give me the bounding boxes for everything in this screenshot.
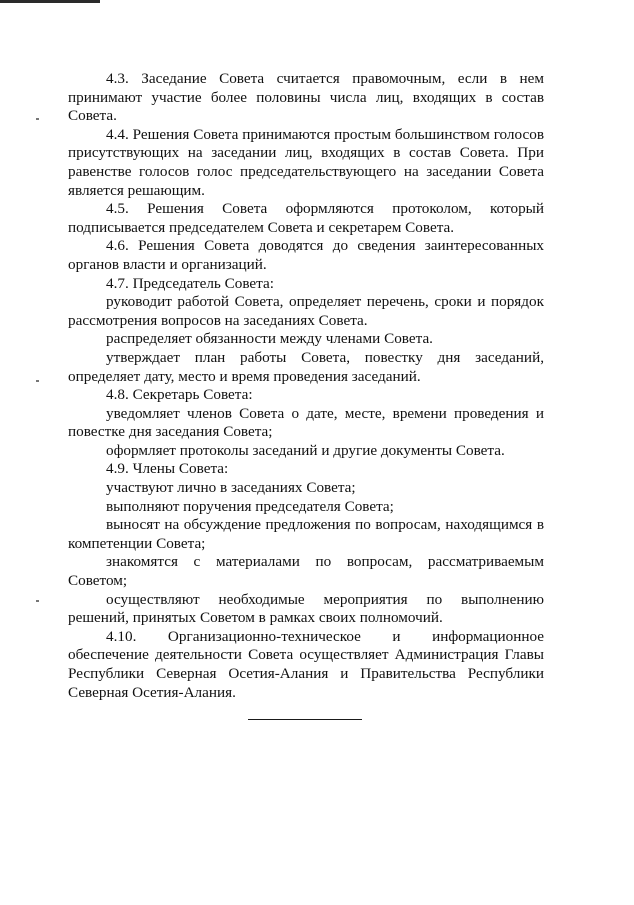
section-4-6: 4.6. Решения Совета доводятся до сведения заинтересованных органов власти и организаций. <box>68 237 544 273</box>
margin-speck <box>36 600 39 602</box>
section-4-9-item: выполняют поручения председателя Совета; <box>106 497 394 515</box>
document-body <box>68 70 544 702</box>
section-4-10: 4.10. Организационно-техническое и информационное обеспечение деятельности Совета осуществляет Администрация Главы Республики Северная Осетия-Алания и Правительства Республики Северная Осетия-Алания. <box>68 627 544 701</box>
margin-speck <box>36 380 39 382</box>
section-4-7-item: утверждает план работы Совета, повестку дня заседаний, определяет дату, место и время проведения заседаний. <box>68 348 544 385</box>
section-4-9-item: знакомятся с материалами по вопросам, рассматриваемым Советом; <box>68 553 544 590</box>
end-of-document-rule <box>248 719 362 720</box>
section-4-8-heading: 4.8. Секретарь Совета: <box>106 386 253 404</box>
margin-speck <box>36 118 39 120</box>
scan-edge-mark <box>0 0 100 3</box>
section-4-7-heading: 4.7. Председатель Совета: <box>106 274 274 292</box>
section-4-9-heading: 4.9. Члены Совета: <box>106 460 229 478</box>
section-4-5: 4.5. Решения Совета оформляются протоколом, который подписывается председателем Совета и секретарем Совета. <box>68 200 544 236</box>
section-4-7-item: распределяет обязанности между членами Совета. <box>106 330 433 348</box>
section-4-7-item: руководит работой Совета, определяет перечень, сроки и порядок рассмотрения вопросов на заседаниях Совета. <box>68 293 544 329</box>
section-4-9-item: выносят на обсуждение предложения по вопросам, находящимся в компетенции Совета; <box>68 516 544 552</box>
section-4-8-item: оформляет протоколы заседаний и другие документы Совета. <box>106 441 505 459</box>
section-4-4: 4.4. Решения Совета принимаются простым большинством голосов присутствующих на заседании лиц, входящих в состав Совета. При равенстве голосов голос председательствующего на заседании Совета является решающим. <box>68 125 544 199</box>
section-4-3: 4.3. Заседание Совета считается правомочным, если в нем принимают участие более половины числа лиц, входящих в состав Совета. <box>68 70 544 125</box>
section-4-9-item: участвуют лично в заседаниях Совета; <box>106 479 356 497</box>
section-4-8-item: уведомляет членов Совета о дате, месте, времени проведения и повестке дня заседания Совета; <box>68 404 544 441</box>
section-4-9-item: осуществляют необходимые мероприятия по выполнению решений, принятых Советом в рамках своих полномочий. <box>68 590 544 627</box>
